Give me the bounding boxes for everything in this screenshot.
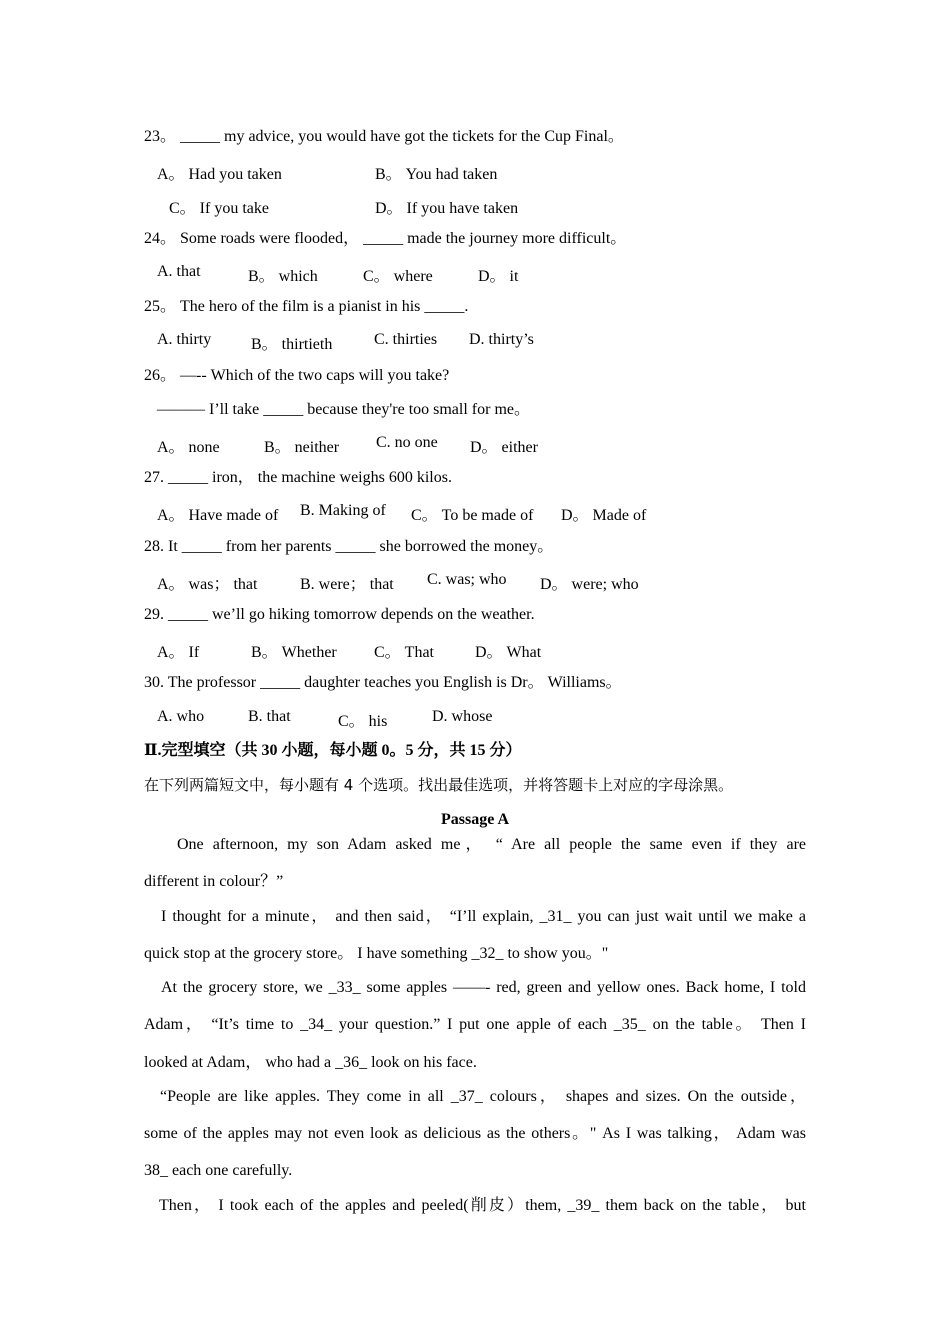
question-25-option-b: B。 thirtieth	[251, 336, 333, 353]
question-28-option-b: B. were； that	[300, 576, 394, 593]
passage-title: Passage A	[441, 811, 509, 828]
question-24-option-a: A. that	[157, 263, 201, 280]
question-30-stem: 30. The professor _____ daughter teaches you English is Dr。 Williams。	[144, 674, 622, 691]
question-24-stem: 24。 Some roads were flooded， _____ made the journey more difficult。	[144, 230, 627, 247]
question-24-option-c: C。 where	[363, 268, 433, 285]
passage-paragraph-4-line-1: “People are like apples. They come in all _37_ colours， shapes and sizes. On the outside，	[160, 1088, 806, 1105]
passage-paragraph-4-line-3: 38_ each one carefully.	[144, 1162, 293, 1179]
question-23-option-d: D。 If you have taken	[375, 200, 519, 217]
passage-paragraph-3-line-3: looked at Adam， who had a _36_ look on his face.	[144, 1054, 477, 1071]
question-24-option-b: B。 which	[248, 268, 318, 285]
passage-paragraph-5-line-1: Then， I took each of the apples and peeled(削皮）them, _39_ them back on the table， but	[159, 1197, 806, 1214]
question-30-option-c: C。 his	[338, 713, 388, 730]
question-27-option-d: D。 Made of	[561, 507, 647, 524]
passage-paragraph-4-line-2: some of the apples may not even look as delicious as the others。" As I was talking， Adam was	[144, 1125, 807, 1142]
question-28-option-d: D。 were; who	[540, 576, 639, 593]
question-27-option-b: B. Making of	[300, 502, 386, 519]
question-27-option-c: C。 To be made of	[411, 507, 534, 524]
question-27-stem: 27. _____ iron， the machine weighs 600 kilos.	[144, 469, 452, 486]
question-28-option-a: A。 was； that	[157, 576, 258, 593]
question-29-option-a: A。 If	[157, 644, 200, 661]
passage-paragraph-2-line-1: I thought for a minute， and then said， “I’ll explain, _31_ you can just wait until we make a	[161, 908, 806, 925]
question-25-stem: 25。 The hero of the film is a pianist in his _____.	[144, 298, 469, 315]
passage-paragraph-3-line-2: Adam， “It’s time to _34_ your question.” I put one apple of each _35_ on the table。 Then I	[144, 1016, 806, 1033]
section-2-heading: Ⅱ.完型填空（共 30 小题，每小题 0。5 分，共 15 分）	[144, 742, 522, 759]
passage-paragraph-1-line-2: different in colour？”	[144, 873, 284, 890]
passage-paragraph-3-line-1: At the grocery store, we _33_ some apples ——- red, green and yellow ones. Back home, I told	[161, 979, 806, 996]
question-29-option-c: C。 That	[374, 644, 434, 661]
question-23-option-b: B。 You had taken	[375, 166, 498, 183]
question-30-option-b: B. that	[248, 708, 291, 725]
question-29-option-b: B。 Whether	[251, 644, 337, 661]
passage-paragraph-1-line-1: One afternoon, my son Adam asked me， “ Are all people the same even if they are	[177, 836, 806, 853]
question-23-option-c: C。 If you take	[169, 200, 269, 217]
question-26-stem: 26。 —-- Which of the two caps will you take?	[144, 367, 450, 384]
question-23-option-a: A。 Had you taken	[157, 166, 282, 183]
question-30-option-d: D. whose	[432, 708, 493, 725]
passage-paragraph-2-line-2: quick stop at the grocery store。 I have something _32_ to show you。"	[144, 945, 609, 962]
question-28-option-c: C. was; who	[427, 571, 507, 588]
question-28-stem: 28. It _____ from her parents _____ she borrowed the money。	[144, 538, 554, 555]
question-30-option-a: A. who	[157, 708, 205, 725]
question-26-option-b: B。 neither	[264, 439, 340, 456]
question-23-stem: 23。 _____ my advice, you would have got the tickets for the Cup Final。	[144, 128, 624, 145]
question-24-option-d: D。 it	[478, 268, 519, 285]
question-29-stem: 29. _____ we’ll go hiking tomorrow depends on the weather.	[144, 606, 535, 623]
question-26-option-d: D。 either	[470, 439, 538, 456]
question-25-option-a: A. thirty	[157, 331, 212, 348]
question-26-option-c: C. no one	[376, 434, 438, 451]
question-26-stem-reply: ——— I’ll take _____ because they're too small for me。	[157, 401, 531, 418]
question-27-option-a: A。 Have made of	[157, 507, 279, 524]
question-29-option-d: D。 What	[475, 644, 542, 661]
question-25-option-c: C. thirties	[374, 331, 438, 348]
question-26-option-a: A。 none	[157, 439, 220, 456]
question-25-option-d: D. thirty’s	[469, 331, 534, 348]
section-2-instruction: 在下列两篇短文中，每小题有 4 个选项。找出最佳选项，并将答题卡上对应的字母涂黑。	[144, 776, 734, 794]
